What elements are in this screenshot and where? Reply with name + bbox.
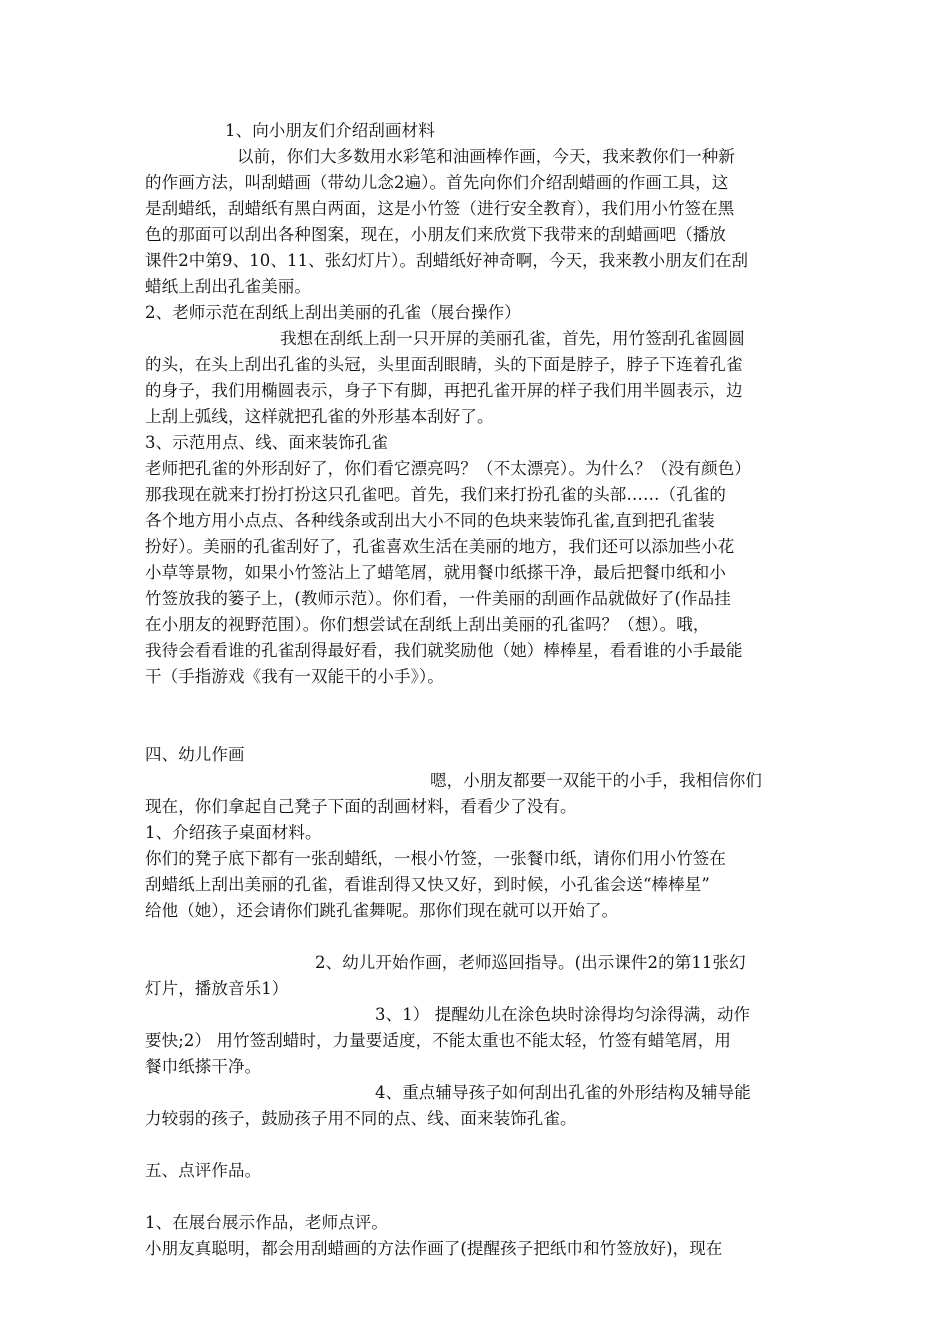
paragraph-line: 要快;2） 用竹签刮蜡时，力量要适度，不能太重也不能太轻，竹签有蜡笔屑，用 [145, 1031, 732, 1050]
paragraph-line: 蜡纸上刮出孔雀美丽。 [145, 277, 311, 296]
paragraph-line: 餐巾纸搽干净。 [145, 1057, 262, 1076]
paragraph-line: 给他（她），还会请你们跳孔雀舞呢。那你们现在就可以开始了。 [145, 901, 619, 920]
paragraph-line: 灯片，播放音乐1） [145, 979, 289, 998]
heading-show-works: 1、在展台展示作品，老师点评。 [145, 1213, 388, 1232]
paragraph-line: 以前，你们大多数用水彩笔和油画棒作画，今天，我来教你们一种新 [237, 147, 735, 166]
paragraph-line: 的头，在头上刮出孔雀的头冠，头里面刮眼睛，头的下面是脖子，脖子下连着孔雀 [145, 355, 743, 374]
paragraph-line: 扮好）。美丽的孔雀刮好了，孔雀喜欢生活在美丽的地方，我们还可以添加些小花 [145, 537, 735, 556]
paragraph-line: 各个地方用小点点、各种线条或刮出大小不同的色块来装饰孔雀,直到把孔雀装 [145, 511, 715, 530]
paragraph-line: 课件2中第9、10、11、张幻灯片）。刮蜡纸好神奇啊，今天，我来教小朋友们在刮 [145, 251, 749, 270]
section-heading-children-drawing: 四、幼儿作画 [145, 745, 245, 764]
heading-desk-materials: 1、介绍孩子桌面材料。 [145, 823, 322, 842]
heading-decoration-demo: 3、示范用点、线、面来装饰孔雀 [145, 433, 388, 452]
paragraph-line: 你们的凳子底下都有一张刮蜡纸，一根小竹签，一张餐巾纸，请你们用小竹签在 [145, 849, 726, 868]
heading-teacher-demo: 2、老师示范在刮纸上刮出美丽的孔雀（展台操作） [145, 303, 521, 322]
paragraph-line: 的身子，我们用椭圆表示，身子下有脚，再把孔雀开屏的样子我们用半圆表示，边 [145, 381, 743, 400]
section-heading-review-works: 五、点评作品。 [145, 1161, 262, 1180]
paragraph-line: 力较弱的孩子，鼓励孩子用不同的点、线、面来装饰孔雀。 [145, 1109, 577, 1128]
paragraph-line: 刮蜡纸上刮出美丽的孔雀，看谁刮得又快又好，到时候，小孔雀会送“棒棒星” [145, 875, 710, 894]
paragraph-line: 2、幼儿开始作画，老师巡回指导。(出示课件2的第11张幻 [315, 953, 746, 972]
paragraph-line: 在小朋友的视野范围）。你们想尝试在刮纸上刮出美丽的孔雀吗？（想）。哦， [145, 615, 710, 634]
paragraph-line: 4、重点辅导孩子如何刮出孔雀的外形结构及辅导能 [375, 1083, 751, 1102]
paragraph-line: 的作画方法，叫刮蜡画（带幼儿念2遍）。首先向你们介绍刮蜡画的作画工具，这 [145, 173, 729, 192]
paragraph-line: 老师把孔雀的外形刮好了，你们看它漂亮吗？（不太漂亮）。为什么？（没有颜色） [145, 459, 751, 478]
paragraph-line: 我待会看看谁的孔雀刮得最好看，我们就奖励他（她）棒棒星，看看谁的小手最能 [145, 641, 743, 660]
paragraph-line: 3、1） 提醒幼儿在涂色块时涂得均匀涂得满，动作 [375, 1005, 751, 1024]
document-body [145, 118, 805, 1262]
paragraph-line: 色的那面可以刮出各种图案，现在，小朋友们来欣赏下我带来的刮蜡画吧（播放 [145, 225, 726, 244]
paragraph-line: 干（手指游戏《我有一双能干的小手》）。 [145, 667, 444, 686]
paragraph-line: 现在，你们拿起自己凳子下面的刮画材料，看看少了没有。 [145, 797, 577, 816]
paragraph-line: 是刮蜡纸，刮蜡纸有黑白两面，这是小竹签（进行安全教育），我们用小竹签在黑 [145, 199, 735, 218]
paragraph-line: 竹签放我的篓子上，(教师示范）。你们看，一件美丽的刮画作品就做好了(作品挂 [145, 589, 731, 608]
paragraph-line: 那我现在就来打扮打扮这只孔雀吧。首先，我们来打扮孔雀的头部……（孔雀的 [145, 485, 726, 504]
paragraph-line: 小草等景物，如果小竹签沾上了蜡笔屑，就用餐巾纸搽干净，最后把餐巾纸和小 [145, 563, 726, 582]
paragraph-line: 小朋友真聪明，都会用刮蜡画的方法作画了(提醒孩子把纸巾和竹签放好)，现在 [145, 1239, 723, 1258]
heading-intro-materials: 1、向小朋友们介绍刮画材料 [225, 121, 435, 140]
paragraph-line: 嗯，小朋友都要一双能干的小手，我相信你们 [430, 771, 762, 790]
paragraph-line: 我想在刮纸上刮一只开屏的美丽孔雀，首先，用竹签刮孔雀圆圆 [280, 329, 745, 348]
paragraph-line: 上刮上弧线，这样就把孔雀的外形基本刮好了。 [145, 407, 494, 426]
